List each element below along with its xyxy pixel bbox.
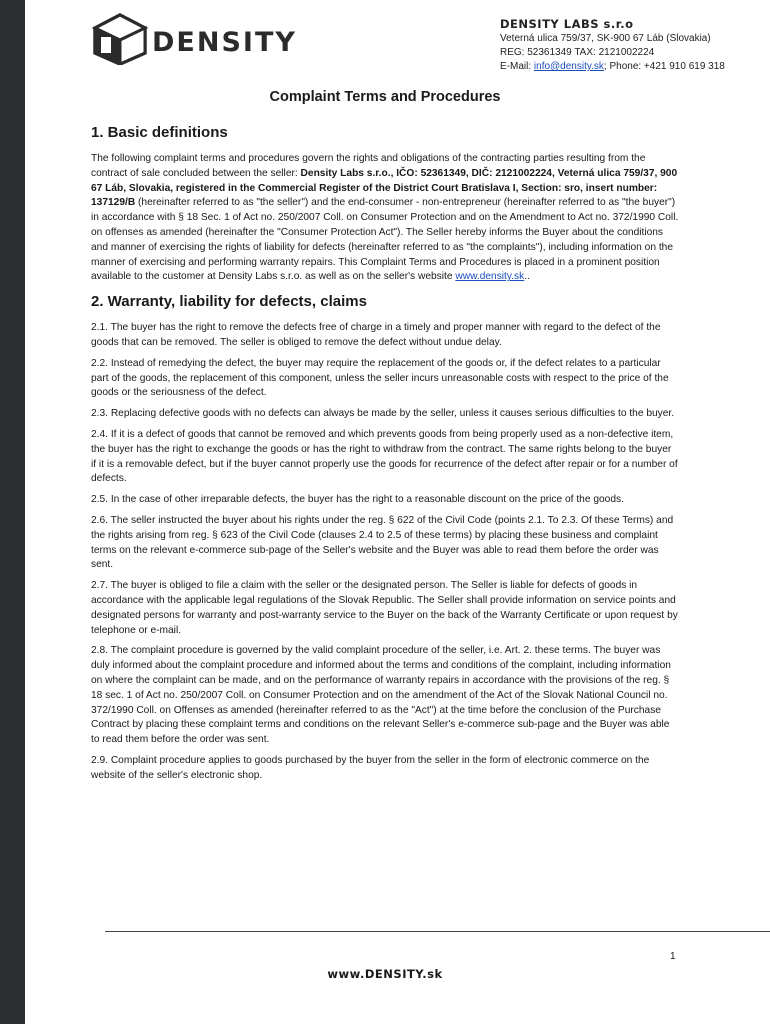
page-number: 1	[670, 951, 676, 962]
seller-details: Density Labs s.r.o., IČO: 52361349, DIČ: 2121002224, Veterná ulica 759/37, 900 67 Láb, Slovakia, registered in the Commercial Register of the District Court Bratislava I, Section: sro, insert number: 137129/B	[91, 167, 678, 209]
company-info	[500, 17, 725, 74]
density-logo	[92, 13, 312, 65]
clause-2-3: 2.3. Replacing defective goods with no defects can always be made by the seller, unless it causes serious difficulties to the buyer.	[91, 408, 675, 420]
clause-2-1: 2.1. The buyer has the right to remove the defects free of charge in a timely and proper manner with regard to the defect of the goods that can be removed. The seller is obliged to remove the defect without undue delay.	[91, 322, 661, 348]
phone-text: ; Phone: +421 910 619 318	[603, 61, 725, 72]
document-title: Complaint Terms and Procedures	[269, 89, 501, 105]
intro-text-c: (hereinafter referred to as "the seller") and the end-consumer - non-entrepreneur (hereinafter referred to as "the buyer") in accordance with § 18 Sec. 1 of Act no. 250/2007 Coll. on Consumer Protection and on the Amendment to Act no. 372/1990 Coll. on offenses as amended (hereinafter the "Consumer Protection Act"). The Seller hereby informs the Buyer about the conditions and manner of exercising the rights of liability for defects (hereinafter referred to as "the complaints"), including information on the manner of exercising and performing warranty repairs. This Complaint Terms and Procedures is placed in a prominent position available to the customer at Density Labs s.r.o. as well as on the seller's website	[91, 197, 679, 283]
company-contact	[500, 60, 725, 74]
email-link[interactable]: info@density.sk	[533, 61, 604, 72]
clause-2-4: 2.4. If it is a defect of goods that cannot be removed and which prevents goods from being properly used as a non-defective item, the buyer has the right to exchange the goods or has the right to withdraw from the contract. The same rights belong to the buyer if it is a removable defect, but if the buyer cannot properly use the goods for recurrence of the defect after repair or for a number of defects.	[91, 428, 678, 485]
clause-2-2: 2.2. Instead of remedying the defect, the buyer may require the replacement of the goods or, if the defect relates to a particular part of the goods, the replacement of this component, unless the seller incurs unreasonable costs with respect to the price of the goods or the seriousness of the defect.	[91, 357, 669, 399]
company-address: Veterná ulica 759/37, SK-900 67 Láb (Slovakia)	[500, 33, 711, 44]
clause-2-9: 2.9. Complaint procedure applies to goods purchased by the buyer from the seller in the form of electronic commerce on the website of the seller's electronic shop.	[91, 754, 650, 781]
document-page	[25, 0, 770, 1024]
document-body	[91, 120, 679, 789]
intro-text-a: The following complaint terms and procedures govern the rights and obligations of the contracting parties resulting from the contract of sale concluded between the seller:	[91, 153, 646, 179]
website-link[interactable]: www.density.sk	[455, 271, 525, 283]
clause-2-6: 2.6. The seller instructed the buyer about his rights under the reg. § 622 of the Civil Code (points 2.1. To 2.3. Of these Terms) and the rights arising from reg. § 623 of the Civil Code (clauses 2.4 to 2.5 of these terms) by placing these business and complaint terms on the relevant e-commerce sub-page of the Seller's website and the Buyer was able to read them before the order was sent.	[91, 514, 674, 571]
section-2-heading: 2. Warranty, liability for defects, claims	[91, 293, 367, 311]
section-1-heading: 1. Basic definitions	[91, 124, 228, 141]
clause-2-7: 2.7. The buyer is obliged to file a claim with the seller or the designated person. The Seller is liable for defects of goods in accordance with the applicable legal regulations of the Slovak Republic. The Seller shall provide information on service points and designated persons for warranty and post-warranty service to the Buyer on the back of the Warranty Certificate or upon request by telephone or e-mail.	[91, 580, 678, 636]
logo-wordmark: DENSITY	[152, 27, 297, 58]
intro-text-d: ..	[524, 271, 530, 283]
email-label: E-Mail:	[500, 61, 534, 72]
clause-2-8: 2.8. The complaint procedure is governed by the valid complaint procedure of the seller, i.e. Art. 2. these terms. The buyer was duly informed about the complaint procedure and informed about the terms and conditions of the complaint, including information on where the complaint can be made, and on the performance of warranty repairs in accordance with the provisions of the reg. § 18 sec. 1 of Act no. 250/2007 Coll. on Consumer Protection and on the amendment of the Act of the Slovak National Council no. 372/1990 Coll. on Offenses as amended (hereinafter referred to as the "Act") at the time before the conclusion of the Purchase Contract by placing these complaint terms and conditions on the relevant Seller's e-commerce sub-page and the Buyer was able to read them before the order was sent.	[91, 645, 671, 746]
footer-divider	[105, 931, 770, 932]
left-sidebar-bar	[0, 0, 25, 1024]
section-1-paragraph	[91, 152, 679, 285]
company-reg: REG: 52361349 TAX: 2121002224	[500, 47, 655, 58]
clause-2-5: 2.5. In the case of other irreparable defects, the buyer has the right to a reasonable discount on the price of the goods.	[91, 494, 624, 506]
company-name: DENSITY LABS s.r.o	[500, 17, 634, 31]
cube-logo-icon	[92, 13, 148, 65]
footer-website: www.DENSITY.sk	[327, 967, 443, 981]
